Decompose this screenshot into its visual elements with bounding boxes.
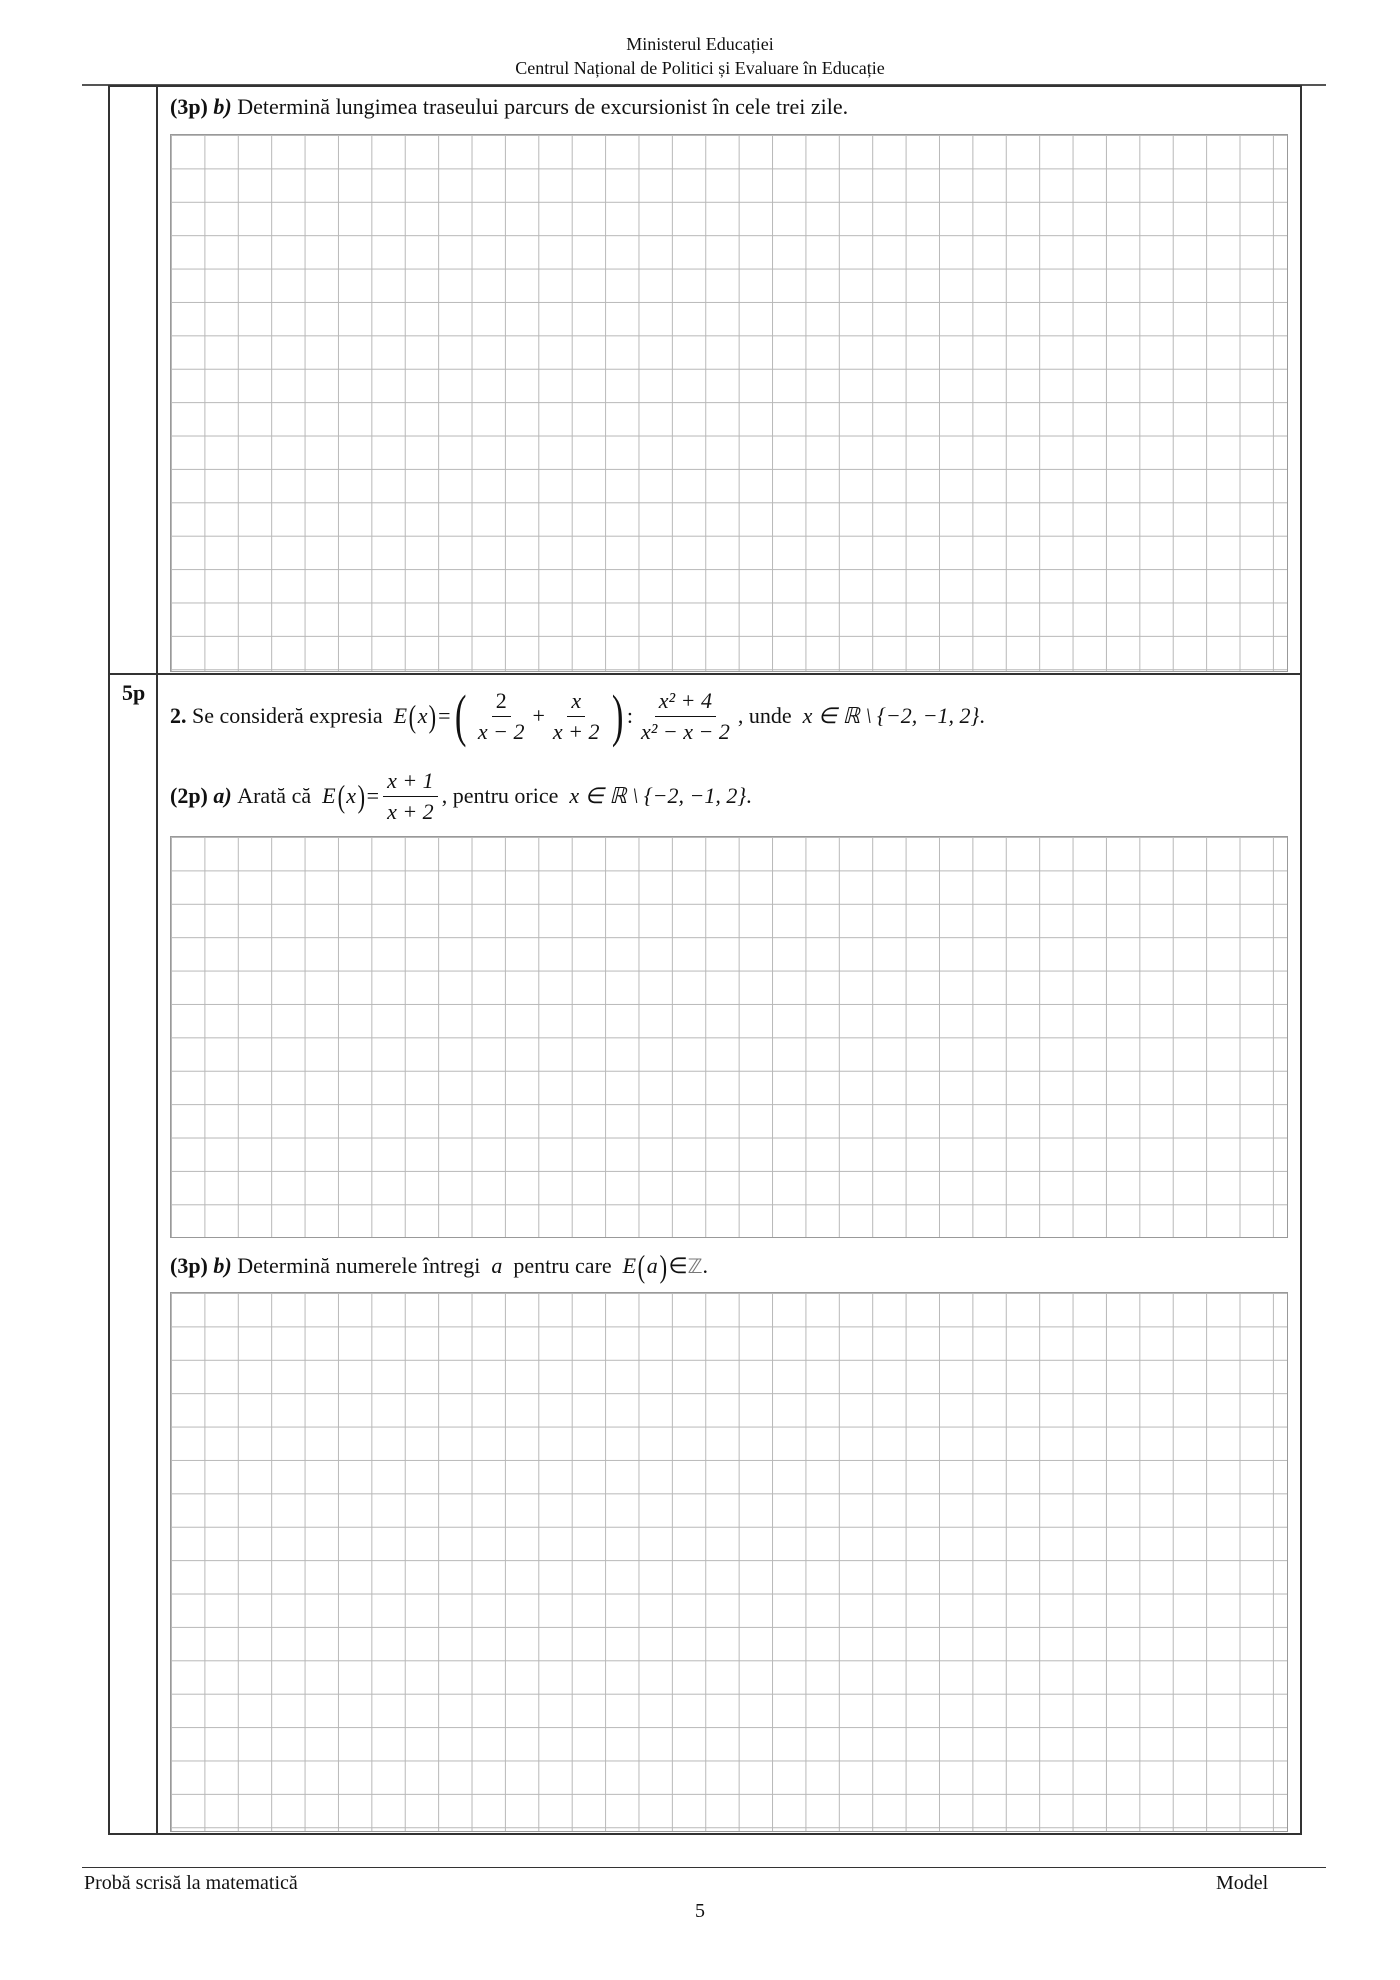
fraction-1: $\frac{2}{x - 2}$ [477, 687, 525, 744]
answer-grid-1b[interactable] [170, 134, 1288, 672]
header-center: Centrul Național de Politici și Evaluare în Educație [515, 58, 885, 78]
question-2-statement: 2. Se consideră expresia E ( x ) = ( $\frac{2}{x - 2}$ + $\frac{x}{x + 2}$ ) : $\frac{\text{x² + 4}}{\text{x² − x − 2}}$ , unde x ∈ ℝ \ {−2, −1, 2} . [170, 683, 985, 748]
answer-grid-2a[interactable] [170, 836, 1288, 1238]
fraction-3: $\frac{\text{x² + 4}}{\text{x² − x − 2}}$ [641, 687, 730, 744]
question-1b: (3p) b) Determină lungimea traseului parcurs de excursionist în cele trei zile. [170, 94, 849, 119]
header-ministry: Ministerul Educației [626, 34, 774, 54]
row-divider [108, 673, 1302, 675]
answer-grid-2b[interactable] [170, 1292, 1288, 1832]
score-label: 5p [122, 680, 146, 705]
footer-left: Probă scrisă la matematică [84, 1872, 298, 1894]
footer-rule [82, 1867, 1326, 1868]
question-2a: (2p) a) Arată că E ( x ) = $\frac{x + 1}{x + 2}$ , pentru orice x ∈ ℝ \ {−2, −1, 2} . [170, 767, 752, 824]
score-column-divider [156, 85, 158, 1835]
footer-right: Model [1216, 1872, 1269, 1894]
page-number: 5 [695, 1900, 705, 1922]
fraction-2a: $\frac{x + 1}{x + 2}$ [383, 768, 438, 825]
fraction-2: $\frac{x}{x + 2}$ [552, 687, 600, 744]
question-2b: (3p) b) Determină numerele întregi a pentru care E ( a ) ∈ ℤ . [170, 1247, 709, 1284]
